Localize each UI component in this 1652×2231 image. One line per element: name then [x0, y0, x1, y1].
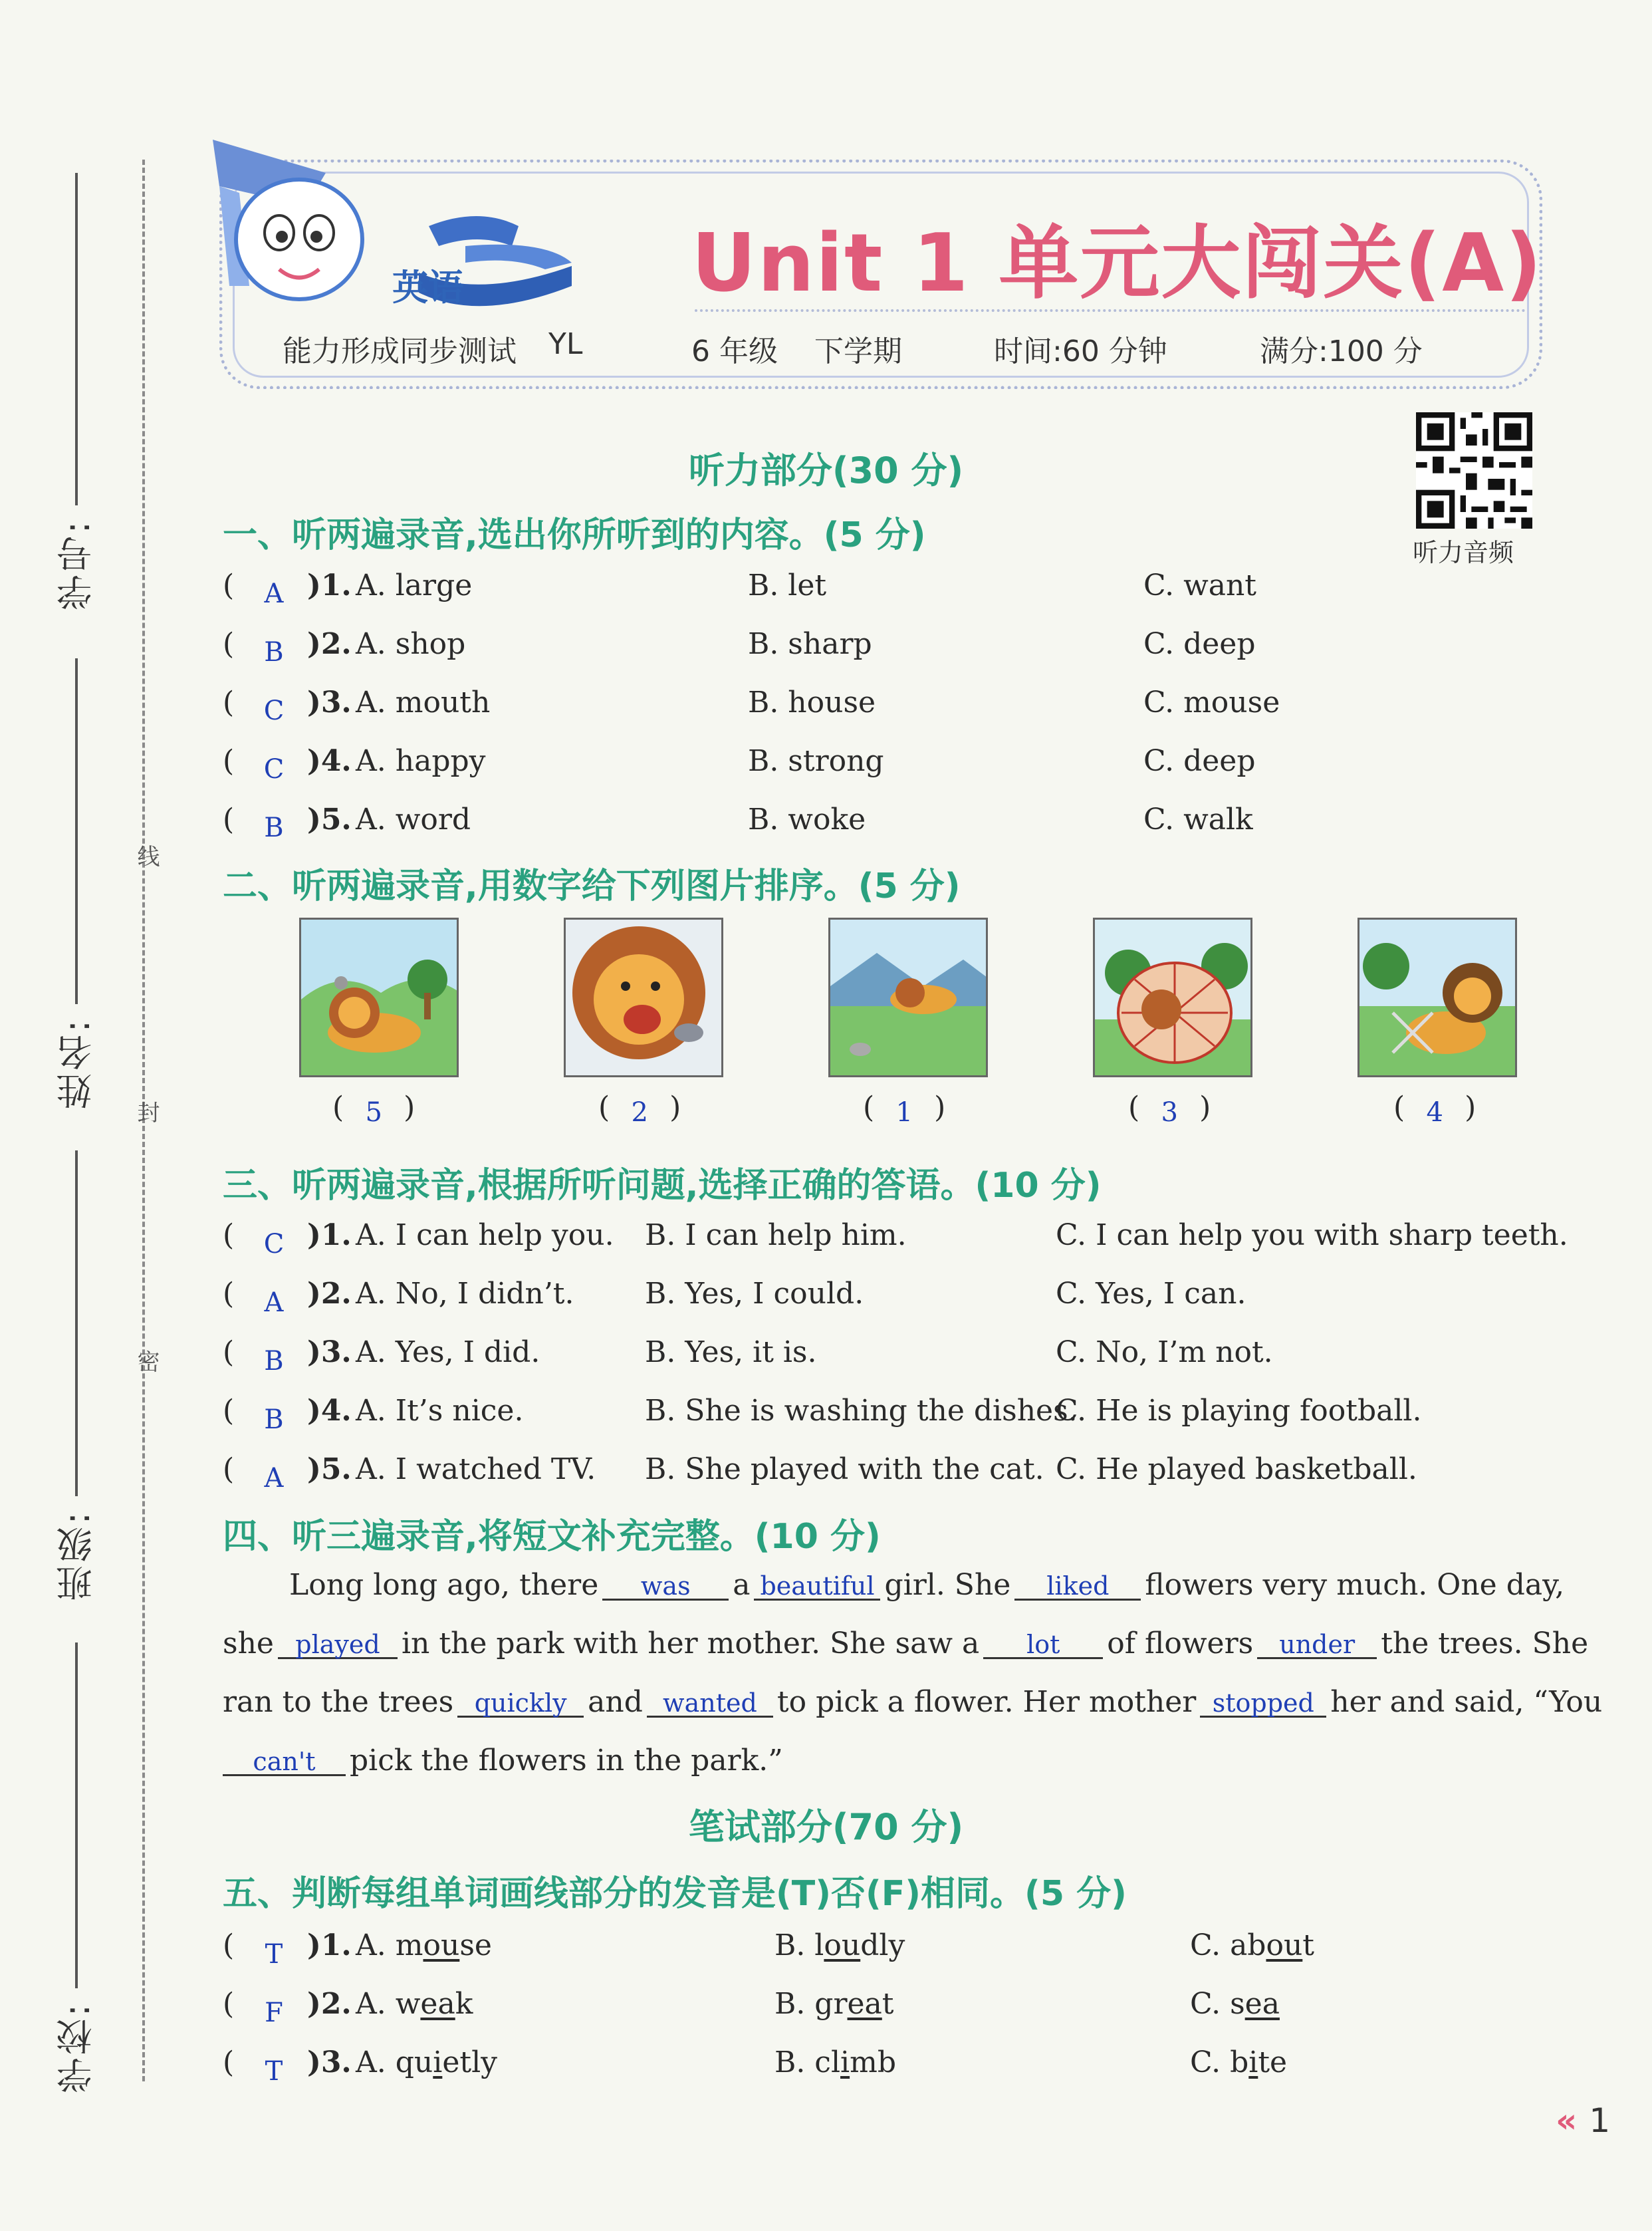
cloze-blank-10[interactable]: can't — [223, 1749, 346, 1776]
option-c: C. No, I’m not. — [1056, 1335, 1273, 1369]
name-field[interactable] — [40, 658, 113, 1109]
student-id-field[interactable] — [40, 173, 113, 610]
cloze-line-1: Long long ago, there was a beautiful girl. She liked flowers very much. One day, — [289, 1568, 1565, 1602]
item-number: )1. — [307, 569, 352, 602]
option-c: C. Yes, I can. — [1056, 1277, 1246, 1311]
item-number: )5. — [307, 1452, 352, 1486]
lion-picture-2 — [564, 918, 723, 1077]
cloze-blank-3[interactable]: liked — [1014, 1573, 1141, 1601]
option-b: B. sharp — [748, 627, 872, 661]
option-c: C. want — [1143, 569, 1256, 602]
option-c: C. He is playing football. — [1056, 1394, 1422, 1428]
picture-order-2[interactable]: ( 2 ) — [598, 1091, 681, 1128]
page-title: Unit 1 单元大闯关(A) — [691, 217, 1543, 310]
answer-mark: C — [263, 754, 285, 785]
item-number: )3. — [307, 686, 352, 720]
item-number: )3. — [307, 2045, 352, 2079]
picture-order-5[interactable]: ( 4 ) — [1393, 1091, 1476, 1128]
item-number: )5. — [307, 803, 352, 837]
answer-mark: T — [265, 2056, 283, 2087]
option-a: A. weak — [356, 1987, 473, 2021]
answer-mark: C — [263, 1229, 285, 1259]
lion-picture-4 — [1093, 918, 1252, 1077]
writing-part-heading: 笔试部分(70 分) — [688, 1806, 964, 1848]
option-a: A. mouse — [356, 1928, 492, 1962]
option-b: B. Yes, it is. — [645, 1335, 817, 1369]
student-id-label: 学号: — [55, 519, 98, 611]
option-b: B. loudly — [774, 1928, 905, 1962]
section-1-heading: 一、听两遍录音,选出你所听到的内容。(5 分) — [223, 515, 926, 555]
grade-label: 6 年级 — [691, 334, 778, 368]
option-b: B. house — [748, 686, 876, 720]
class-label: 班级: — [55, 1509, 98, 1602]
cloze-blank-2[interactable]: beautiful — [754, 1573, 880, 1601]
section-3-heading: 三、听两遍录音,根据所听问题,选择正确的答语。(10 分) — [223, 1166, 1102, 1206]
lion-picture-5 — [1357, 918, 1517, 1077]
cloze-line-4: can't pick the flowers in the park.” — [223, 1746, 783, 1776]
option-b: B. climb — [774, 2045, 896, 2079]
option-a: A. It’s nice. — [356, 1394, 524, 1428]
option-a: A. shop — [356, 627, 466, 661]
option-a: A. I can help you. — [356, 1218, 614, 1252]
term-label: 下学期 — [814, 334, 902, 368]
option-c: C. mouse — [1143, 686, 1280, 720]
option-a: A. word — [356, 803, 471, 837]
option-c: C. walk — [1143, 803, 1253, 837]
option-a: A. I watched TV. — [356, 1452, 596, 1486]
class-field[interactable] — [40, 1150, 113, 1601]
item-number: )1. — [307, 1218, 352, 1252]
option-c: C. I can help you with sharp teeth. — [1056, 1218, 1568, 1252]
option-b: B. Yes, I could. — [645, 1277, 864, 1311]
full-score: 满分:100 分 — [1260, 334, 1423, 368]
cloze-blank-9[interactable]: stopped — [1200, 1690, 1326, 1718]
answer-mark: B — [264, 1346, 284, 1377]
option-c: C. about — [1190, 1928, 1314, 1962]
cloze-blank-6[interactable]: under — [1257, 1632, 1377, 1659]
cloze-blank-1[interactable]: was — [602, 1573, 729, 1601]
cloze-blank-5[interactable]: lot — [983, 1632, 1103, 1659]
option-b: B. great — [774, 1987, 894, 2021]
option-b: B. I can help him. — [645, 1218, 907, 1252]
item-number: )4. — [307, 1394, 352, 1428]
option-a: A. happy — [356, 744, 486, 778]
qr-label: 听力音频 — [1413, 538, 1514, 567]
logo-subject-text: 英语 — [392, 267, 464, 309]
option-a: A. No, I didn’t. — [356, 1277, 574, 1311]
cut-mark-line: 线 — [133, 845, 160, 867]
picture-order-3[interactable]: ( 1 ) — [863, 1091, 946, 1128]
answer-mark: A — [264, 579, 284, 609]
option-a: A. large — [356, 569, 473, 602]
item-number: )2. — [307, 1987, 352, 2021]
answer-mark: C — [263, 696, 285, 726]
lion-picture-1 — [299, 918, 459, 1077]
answer-mark: B — [264, 637, 284, 668]
time-limit: 时间:60 分钟 — [994, 334, 1167, 368]
item-number: )4. — [307, 744, 352, 778]
answer-mark: F — [265, 1998, 283, 2028]
listening-part-heading: 听力部分(30 分) — [688, 450, 964, 491]
option-b: B. She played with the cat. — [645, 1452, 1044, 1486]
name-label: 姓名: — [55, 1017, 98, 1110]
answer-mark: A — [264, 1287, 284, 1318]
section-2-heading: 二、听两遍录音,用数字给下列图片排序。(5 分) — [223, 866, 961, 906]
section-5-heading: 五、判断每组单词画线部分的发音是(T)否(F)相同。(5 分) — [223, 1874, 1127, 1914]
answer-mark: T — [265, 1939, 283, 1970]
series-name: 能力形成同步测试 — [283, 334, 517, 368]
option-c: C. deep — [1143, 627, 1256, 661]
edition-code: YL — [548, 327, 583, 361]
picture-order-4[interactable]: ( 3 ) — [1128, 1091, 1211, 1128]
lion-picture-3 — [828, 918, 988, 1077]
option-b: B. woke — [748, 803, 866, 837]
picture-order-1[interactable]: ( 5 ) — [332, 1091, 415, 1128]
option-a: A. quietly — [356, 2045, 497, 2079]
option-b: B. let — [748, 569, 827, 602]
school-label: 学校: — [55, 2002, 98, 2094]
section-4-heading: 四、听三遍录音,将短文补充完整。(10 分) — [223, 1517, 881, 1557]
option-c: C. He played basketball. — [1056, 1452, 1417, 1486]
option-c: C. bite — [1190, 2045, 1288, 2079]
cloze-line-3: ran to the trees quickly and wanted to pick a flower. Her mother stopped her and said, “You — [223, 1685, 1603, 1719]
page-number: « 1 — [1556, 2101, 1611, 2140]
answer-mark: B — [264, 1404, 284, 1435]
title-divider — [695, 309, 1526, 312]
cloze-blank-7[interactable]: quickly — [457, 1690, 584, 1718]
answer-mark: B — [264, 813, 284, 843]
cloze-blank-8[interactable]: wanted — [647, 1690, 773, 1718]
option-a: A. Yes, I did. — [356, 1335, 540, 1369]
option-a: A. mouth — [356, 686, 491, 720]
double-chevron-left-icon: « — [1556, 2101, 1578, 2140]
item-number: )3. — [307, 1335, 352, 1369]
cut-mark-seal: 封 — [133, 1101, 160, 1123]
option-b: B. strong — [748, 744, 884, 778]
item-number: )1. — [307, 1928, 352, 1962]
answer-mark: A — [264, 1463, 284, 1494]
school-field[interactable] — [40, 1642, 113, 2093]
option-c: C. sea — [1190, 1987, 1280, 2021]
option-b: B. She is washing the dishes. — [645, 1394, 1078, 1428]
cloze-line-2: she played in the park with her mother. She saw a lot of flowers under the trees. She — [223, 1627, 1589, 1660]
option-c: C. deep — [1143, 744, 1256, 778]
item-number: )2. — [307, 1277, 352, 1311]
cloze-blank-4[interactable]: played — [278, 1632, 398, 1659]
item-number: )2. — [307, 627, 352, 661]
cut-mark-secret: 密 — [133, 1350, 160, 1373]
